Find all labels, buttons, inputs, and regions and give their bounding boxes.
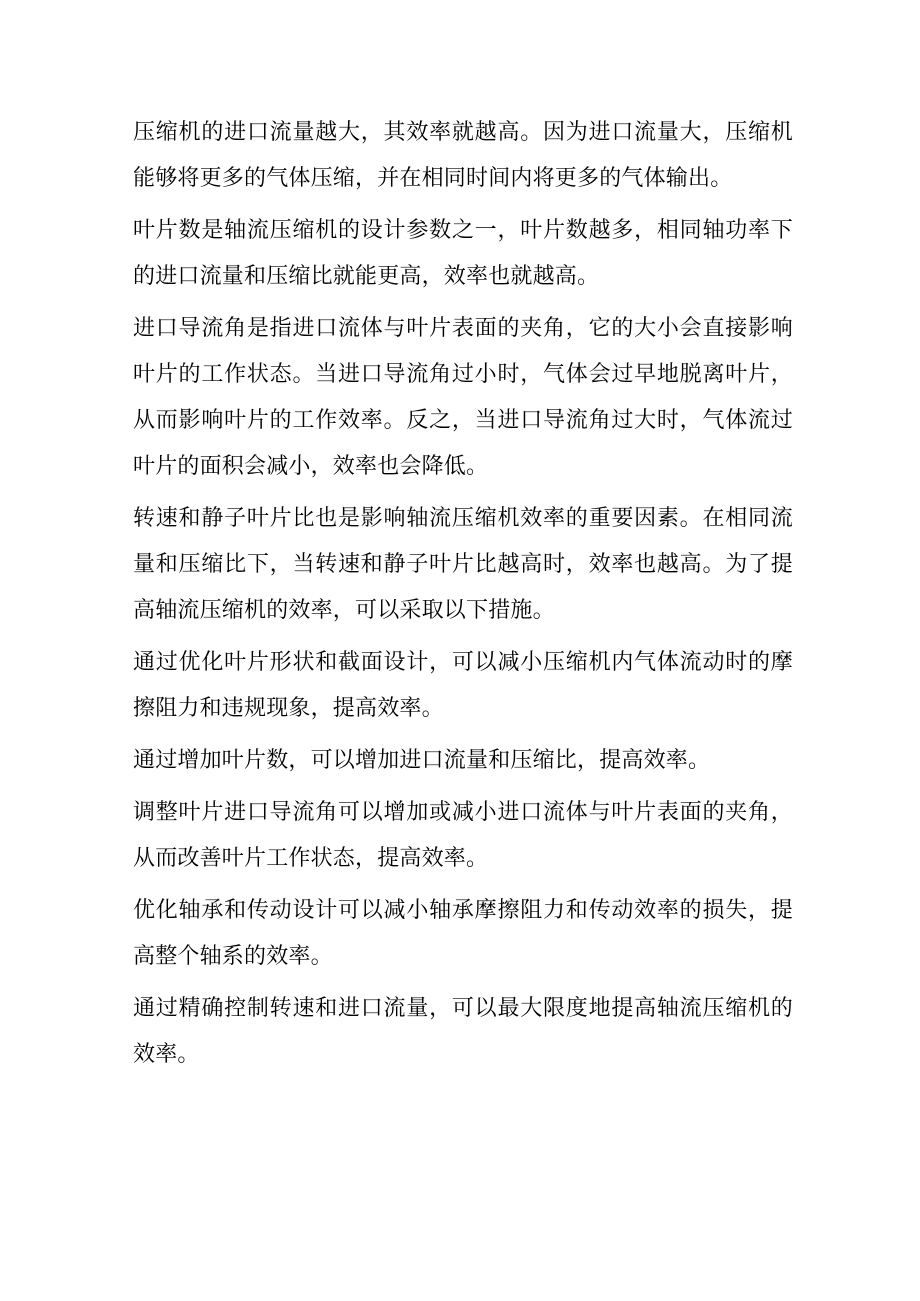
paragraph-4: 转速和静子叶片比也是影响轴流压缩机效率的重要因素。在相同流量和压缩比下，当转速和静子叶片比越高时，效率也越高。为了提高轴流压缩机的效率，可以采取以下措施。 — [133, 506, 793, 623]
paragraph-7: 调整叶片进口导流角可以增加或减小进口流体与叶片表面的夹角，从而改善叶片工作状态，提高效率。 — [133, 800, 793, 871]
paragraph-5: 通过优化叶片形状和截面设计，可以减小压缩机内气体流动时的摩擦阻力和违规现象，提高效率。 — [133, 650, 793, 721]
paragraph-3: 进口导流角是指进口流体与叶片表面的夹角，它的大小会直接影响叶片的工作状态。当进口导流角过小时，气体会过早地脱离叶片，从而影响叶片的工作效率。反之，当进口导流角过大时，气体流过叶片的面积会减小，效率也会降低。 — [133, 316, 793, 479]
paragraph-1: 压缩机的进口流量越大，其效率就越高。因为进口流量大，压缩机能够将更多的气体压缩，并在相同时间内将更多的气体输出。 — [133, 120, 793, 191]
paragraph-6: 通过增加叶片数，可以增加进口流量和压缩比，提高效率。 — [133, 748, 711, 773]
document-body — [133, 110, 793, 1084]
paragraph-9: 通过精确控制转速和进口流量，可以最大限度地提高轴流压缩机的效率。 — [133, 996, 793, 1067]
paragraph-8: 优化轴承和传动设计可以减小轴承摩擦阻力和传动效率的损失，提高整个轴系的效率。 — [133, 898, 793, 969]
paragraph-2: 叶片数是轴流压缩机的设计参数之一，叶片数越多，相同轴功率下的进口流量和压缩比就能更高，效率也就越高。 — [133, 218, 793, 289]
